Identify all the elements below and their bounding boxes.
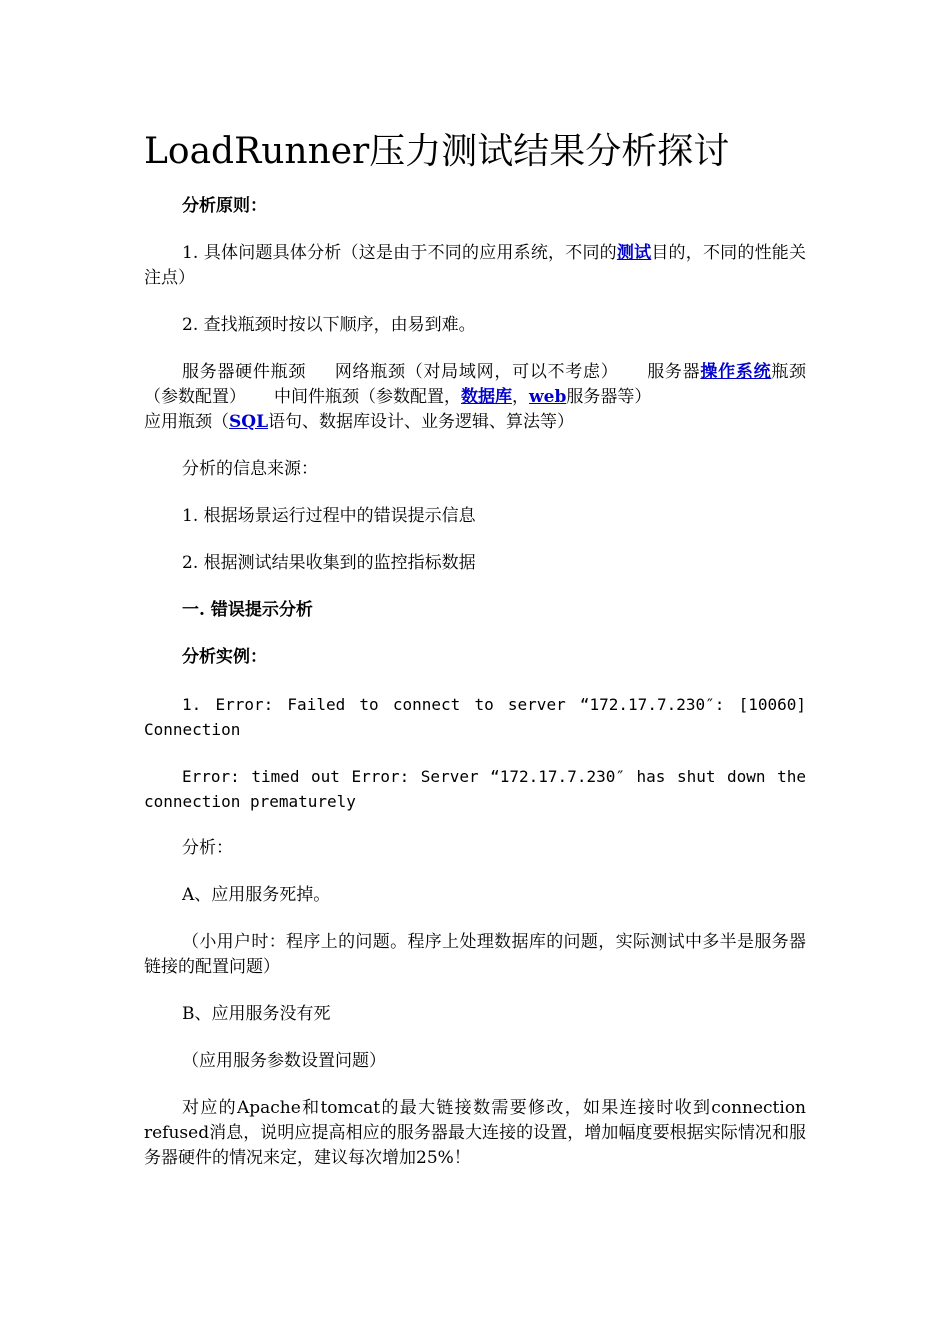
cause-a: A、应用服务死掉。 [182,885,331,905]
example-heading: 分析实例： [182,647,267,667]
source-heading: 分析的信息来源： [182,459,318,479]
bottleneck-app-label: 应用瓶颈（ [144,412,229,432]
bottleneck-server-label: 服务器 [646,362,701,382]
link-web[interactable]: web [529,387,567,407]
page-title: LoadRunner压力测试结果分析探讨 [144,131,730,172]
bottleneck-network: 网络瓶颈（对局域网，可以不考虑） [334,362,619,382]
link-database[interactable]: 数据库 [461,387,512,407]
document-page [144,128,806,1193]
cause-b-note: （应用服务参数设置问题） [182,1051,386,1071]
error-line-1: 1. Error: Failed to connect to server “172.17.7.230″: [10060] Connection [144,695,806,739]
link-operating-system[interactable]: 操作系统 [700,362,772,382]
analysis-principle-heading: 分析原则： [182,196,267,216]
principle-1 [144,241,806,291]
section-error-analysis: 一. 错误提示分析 [182,600,313,620]
bottleneck-list [144,360,806,410]
principle-1-text-a: 1. 具体问题具体分析（这是由于不同的应用系统，不同的 [182,243,617,263]
link-test[interactable]: 测试 [616,243,652,263]
bottleneck-app [144,410,806,435]
source-1: 1. 根据场景运行过程中的错误提示信息 [182,506,476,526]
cause-a-note: （小用户时：程序上的问题。程序上处理数据库的问题，实际测试中多半是服务器链接的配置问题） [144,932,806,977]
cause-b: B、应用服务没有死 [182,1004,331,1024]
bottleneck-web-suffix: 服务器等） [566,387,652,407]
comma-separator: ， [512,387,529,407]
analysis-label: 分析： [182,838,233,858]
bottleneck-hardware: 服务器硬件瓶颈 [182,362,307,382]
bottleneck-app-suffix: 语句、数据库设计、业务逻辑、算法等） [268,412,575,432]
link-sql[interactable]: SQL [229,412,269,432]
bottleneck-os-suffix: 瓶颈（参数配置） [144,362,807,407]
recommendation: 对应的Apache和tomcat的最大链接数需要修改，如果连接时收到connection refused消息，说明应提高相应的服务器最大连接的设置，增加幅度要根据实际情况和服务器硬件的情况来定，建议每次增加25%！ [144,1098,806,1168]
bottleneck-middleware: 中间件瓶颈（参数配置， [274,387,461,407]
error-line-2: Error: timed out Error: Server “172.17.7.230″ has shut down the connection prematurely [144,767,806,811]
principle-2: 2. 查找瓶颈时按以下顺序，由易到难。 [182,315,476,335]
principle-1-text-b: 目的，不同的性能关注点） [144,243,806,288]
source-2: 2. 根据测试结果收集到的监控指标数据 [182,553,476,573]
